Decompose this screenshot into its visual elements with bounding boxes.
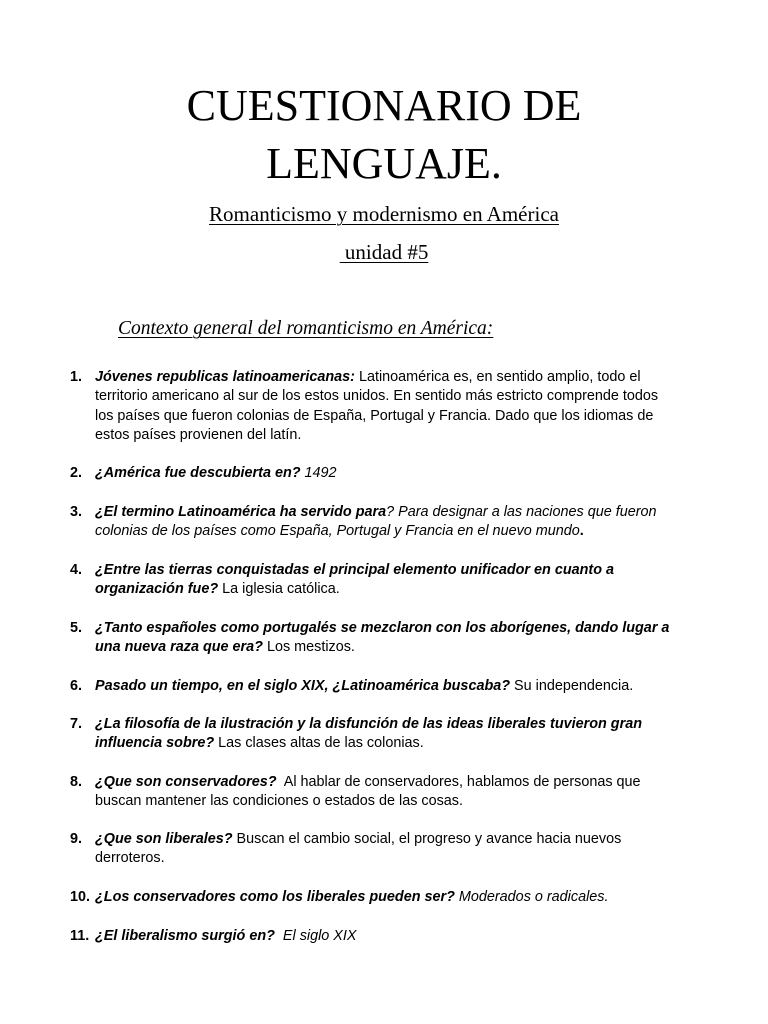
item-body	[95, 888, 710, 907]
item-body	[95, 773, 710, 812]
question-text: ¿Entre las tierras conquistadas el principal elemento unificador en cuanto a	[95, 562, 614, 578]
question-text: Pasado un tiempo, en el siglo XIX, ¿Latinoamérica buscaba?	[95, 678, 511, 694]
item-body	[95, 830, 710, 869]
answer-text: 1492	[300, 465, 337, 481]
item-body	[95, 368, 710, 446]
page-title	[0, 77, 768, 193]
item-number: 4.	[70, 562, 83, 578]
item-number: 8.	[70, 774, 83, 790]
question-text: ¿Tanto españoles como portugalés se mezclaron con los aborígenes, dando lugar a	[95, 620, 670, 636]
item-body	[95, 927, 710, 946]
item-body	[95, 464, 710, 483]
question-text: organización fue?	[95, 581, 219, 598]
title-line-1: CUESTIONARIO DE	[186, 81, 582, 130]
answer-text: Buscan el cambio social, el progreso y avance hacia nuevos	[232, 831, 622, 847]
answer-text: derroteros.	[95, 850, 165, 867]
answer-text: ? Para designar a las naciones que fueron	[386, 504, 657, 520]
question-text: ¿El termino Latinoamérica ha servido para	[95, 504, 387, 520]
item-number: 2.	[70, 465, 83, 481]
item-number: 3.	[70, 504, 83, 520]
item-number: 10.	[70, 889, 91, 905]
item-number: 5.	[70, 620, 83, 636]
question-text: influencia sobre?	[95, 735, 215, 752]
answer-text: buscan mantener las condiciones o estados de las cosas.	[95, 793, 463, 810]
question-text: una nueva raza que era?	[95, 639, 263, 656]
section-heading: Contexto general del romanticismo en América:	[118, 318, 494, 339]
answer-text: Los mestizos.	[262, 639, 355, 656]
question-text: ¿Que son conservadores?	[95, 774, 277, 790]
item-number: 1.	[70, 369, 83, 385]
unit-label	[0, 239, 768, 265]
item-body	[95, 715, 710, 754]
question-text: ¿El liberalismo surgió en?	[95, 928, 275, 944]
answer-text: La iglesia católica.	[218, 581, 340, 598]
question-text: Jóvenes republicas latinoamericanas:	[95, 369, 355, 385]
item-body	[95, 503, 710, 542]
question-text: ¿América fue descubierta en?	[95, 465, 301, 481]
item-body	[95, 677, 710, 696]
item-body	[95, 561, 710, 600]
question-text: ¿La filosofía de la ilustración y la disfunción de las ideas liberales tuvieron gran	[95, 716, 642, 732]
item-body	[95, 619, 710, 658]
answer-text: colonias de los países como España, Portugal y Francia en el nuevo mundo	[95, 523, 580, 540]
answer-text: El siglo XIX	[274, 928, 357, 944]
answer-text: territorio americano al sur de los estos unidos. En sentido más estricto comprende todos	[95, 388, 659, 405]
unit-text: unidad #5	[339, 240, 429, 264]
answer-text: Latinoamérica es, en sentido amplio, todo el	[354, 369, 641, 385]
question-text: ¿Que son liberales?	[95, 831, 233, 847]
answer-text: Al hablar de conservadores, hablamos de personas que	[276, 774, 641, 790]
answer-text: estos países provienen del latín.	[95, 427, 302, 444]
answer-tail: .	[579, 523, 584, 540]
item-number: 7.	[70, 716, 83, 732]
title-line-2: LENGUAJE.	[266, 139, 502, 188]
answer-text: Las clases altas de las colonias.	[214, 735, 424, 752]
answer-text: Su independencia.	[510, 678, 634, 694]
item-number: 11.	[70, 928, 90, 944]
item-number: 6.	[70, 678, 83, 694]
item-number: 9.	[70, 831, 83, 847]
answer-text: Moderados o radicales.	[454, 889, 609, 905]
question-text: ¿Los conservadores como los liberales pueden ser?	[95, 889, 455, 905]
answer-text: los países que fueron colonias de España, Portugal y Francia. Dado que los idiomas de	[95, 407, 654, 424]
subtitle: Romanticismo y modernismo en América	[209, 202, 559, 226]
